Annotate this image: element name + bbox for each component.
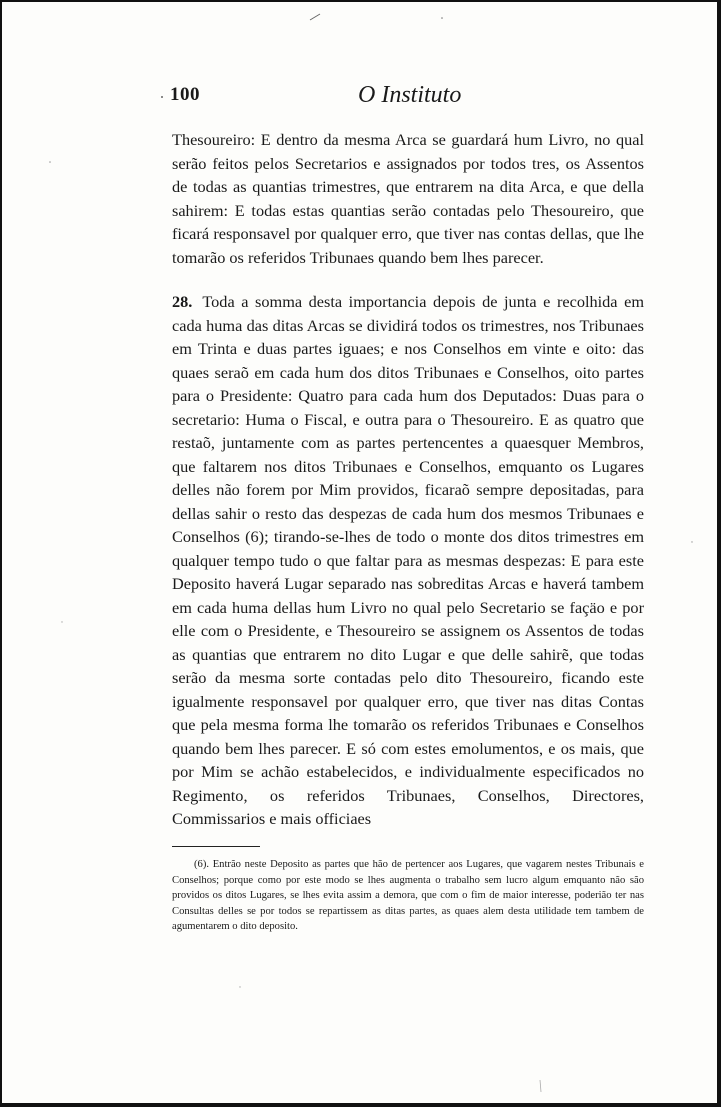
paragraph-number: 28. — [172, 292, 193, 311]
running-title: O Instituto — [358, 82, 462, 108]
main-text — [172, 128, 644, 831]
paragraph-continued: Thesoureiro: E dentro da mesma Arca se guardará hum Livro, no qual serão feitos pelos Secretarios e assignados por todos tres, os Assentos de todas as quantias trimestres, que entrarem na dita Arca, e que della sahirem: E todas estas quantias serão contadas pelo Thesoureiro, que ficará responsavel por qualquer erro, que tiver nas contas dellas, que lhe tomarão os referidos Tribunaes quando bem lhes parecer. — [172, 130, 644, 267]
page-header — [2, 82, 717, 118]
paragraph-28 — [172, 290, 644, 831]
footnote-6: (6). Entrão neste Deposito as partes que hão de pertencer aos Lugares, que vagarem nestes Tribunais e Conselhos; porque como por este modo se lhes augmenta o trabalho sem lucro algum emquanto não são providos os ditos Lugares, se lhes evita assim a demora, que com o fim de maior interesse, poderião ter nas Consultas delles se por todos se repartissem as ditas partes, as quaes alem desta utilidade tem tambem de agumentarem o dito deposito. — [172, 859, 644, 933]
page-number: 100 — [170, 84, 200, 105]
footnote-separator — [172, 846, 260, 847]
book-page — [2, 2, 717, 1103]
paragraph-28-text: Toda a somma desta importancia depois de junta e recolhida em cada huma das ditas Arcas se dividirá todos os trimestres, nos Tribunaes em Trinta e duas partes iguaes; e nos Conselhos em vinte e oito: das quaes seraõ em cada hum dos ditos Tribunaes e Conselhos, oito partes para o Presidente: Quatro para cada hum dos Deputados: Duas para o secretario: Huma o Fiscal, e outra para o Thesoureiro. E as quatro que restaõ, juntamente com as partes pertencentes a quaesquer Membros, que faltarem nos ditos Tribunaes e Conselhos, emquanto os Lugares delles não forem por Mim providos, ficaraõ sempre depositadas, para dellas sahir o resto das despezas de cada hum dos mesmos Tribunaes e Conselhos (6); tirando-se-lhes de todo o monte dos ditos trimestres em qualquer tempo tudo o que faltar para as mesmas despezas: E para este Deposito haverá Lugar separado nas sobreditas Arcas e haverá tambem em cada huma dellas hum Livro no qual pelo Secretario se façäo e por elle com o Presidente, e Thesoureiro se assignem os Assentos de todas as quantias que entrarem no dito Lugar e que delle sahirẽ, que todas serão da mesma sorte contadas pelo dito Thesoureiro, ficando este igualmente responsavel por qualquer erro, que tiver nas ditas Contas que pela mesma forma lhe tomarão os referidos Tribunaes e Conselhos quando bem lhes parecer. E só com estes emolumentos, e os mais, que por Mim se achão estabelecidos, e individualmente especificados no Regimento, os referidos Tribunaes, Conselhos, Directores, Commissarios e mais officiaes — [172, 292, 644, 828]
